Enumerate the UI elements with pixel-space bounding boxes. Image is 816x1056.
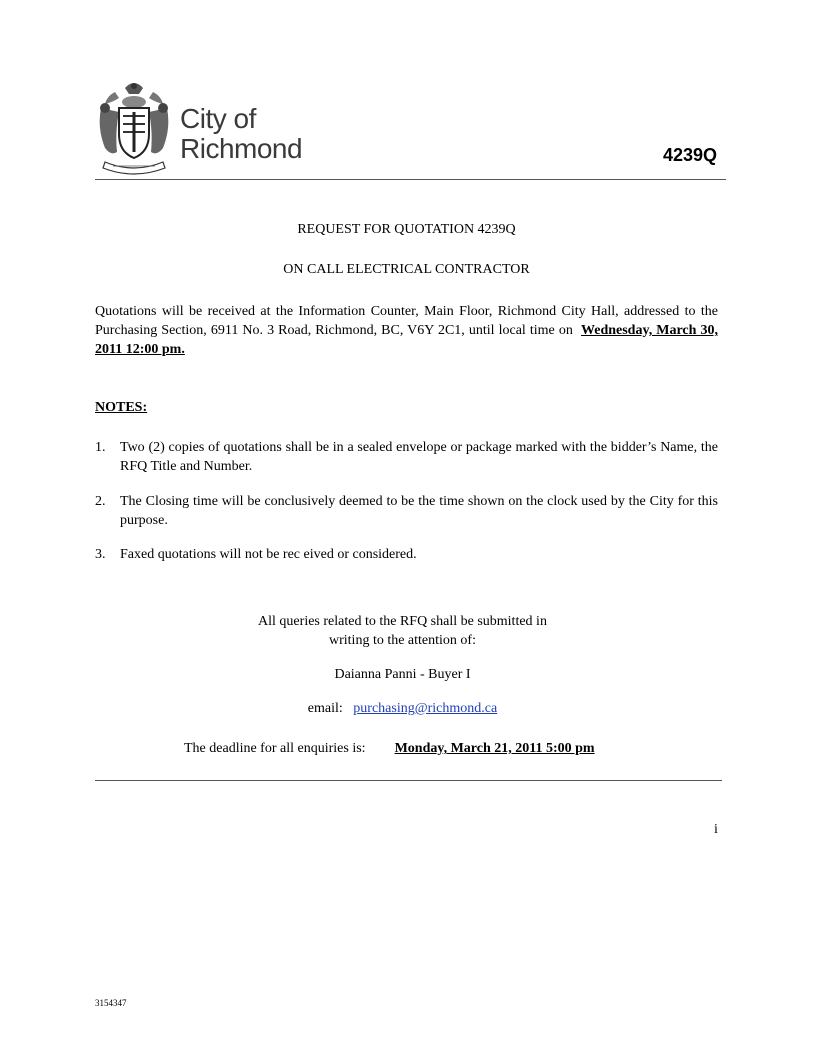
closing-datetime: Wednesday, March 30, 2011 12:00 pm. — [95, 323, 719, 357]
document-title: REQUEST FOR QUOTATION 4239Q — [297, 222, 516, 237]
intro-paragraph — [95, 302, 718, 359]
note-text: The Closing time will be conclusively deemed to be the time shown on the clock used by the City for this purpose. — [120, 494, 718, 528]
email-link[interactable]: purchasing@richmond.ca — [353, 701, 498, 716]
document-subtitle: ON CALL ELECTRICAL CONTRACTOR — [283, 262, 530, 277]
page-number: i — [714, 822, 718, 837]
rfq-number: 4239Q — [662, 145, 717, 165]
note-text: Faxed quotations will not be rec eived or considered. — [120, 547, 417, 562]
logo-wordmark — [180, 104, 302, 164]
email-label: email: — [307, 701, 343, 716]
footer-divider — [95, 780, 722, 781]
note-item — [95, 492, 718, 530]
note-item — [95, 545, 718, 564]
logo-line-2: Richmond — [180, 133, 303, 164]
intro-text: Quotations will be received at the Information Counter, Main Floor, Richmond City Hall, addressed to the Purchasing Section, 6911 No. 3 Road, Richmond, BC, V6Y 2C1, until local time on — [95, 304, 718, 338]
contact-name: Daianna Panni - Buyer I — [334, 667, 471, 682]
note-number: 1. — [95, 440, 106, 455]
notes-heading: NOTES: — [95, 400, 148, 415]
document-id: 3154347 — [95, 998, 127, 1008]
logo-line-1: City of — [180, 103, 256, 134]
email-row — [95, 701, 710, 717]
header-divider — [95, 179, 726, 180]
note-number: 3. — [95, 547, 106, 562]
contact-line-1: All queries related to the RFQ shall be submitted in — [258, 614, 547, 629]
contact-line-2: writing to the attention of: — [329, 633, 476, 648]
coat-of-arms-icon — [95, 78, 173, 176]
deadline-value: Monday, March 21, 2011 5:00 pm — [394, 741, 595, 756]
note-text: Two (2) copies of quotations shall be in a sealed envelope or package marked with the bidder’s Name, the RFQ Title and Number. — [120, 440, 718, 474]
deadline-label: The deadline for all enquiries is: — [184, 741, 366, 756]
note-item — [95, 438, 718, 476]
enquiry-deadline-row — [184, 741, 595, 757]
city-logo — [95, 78, 310, 178]
note-number: 2. — [95, 494, 106, 509]
